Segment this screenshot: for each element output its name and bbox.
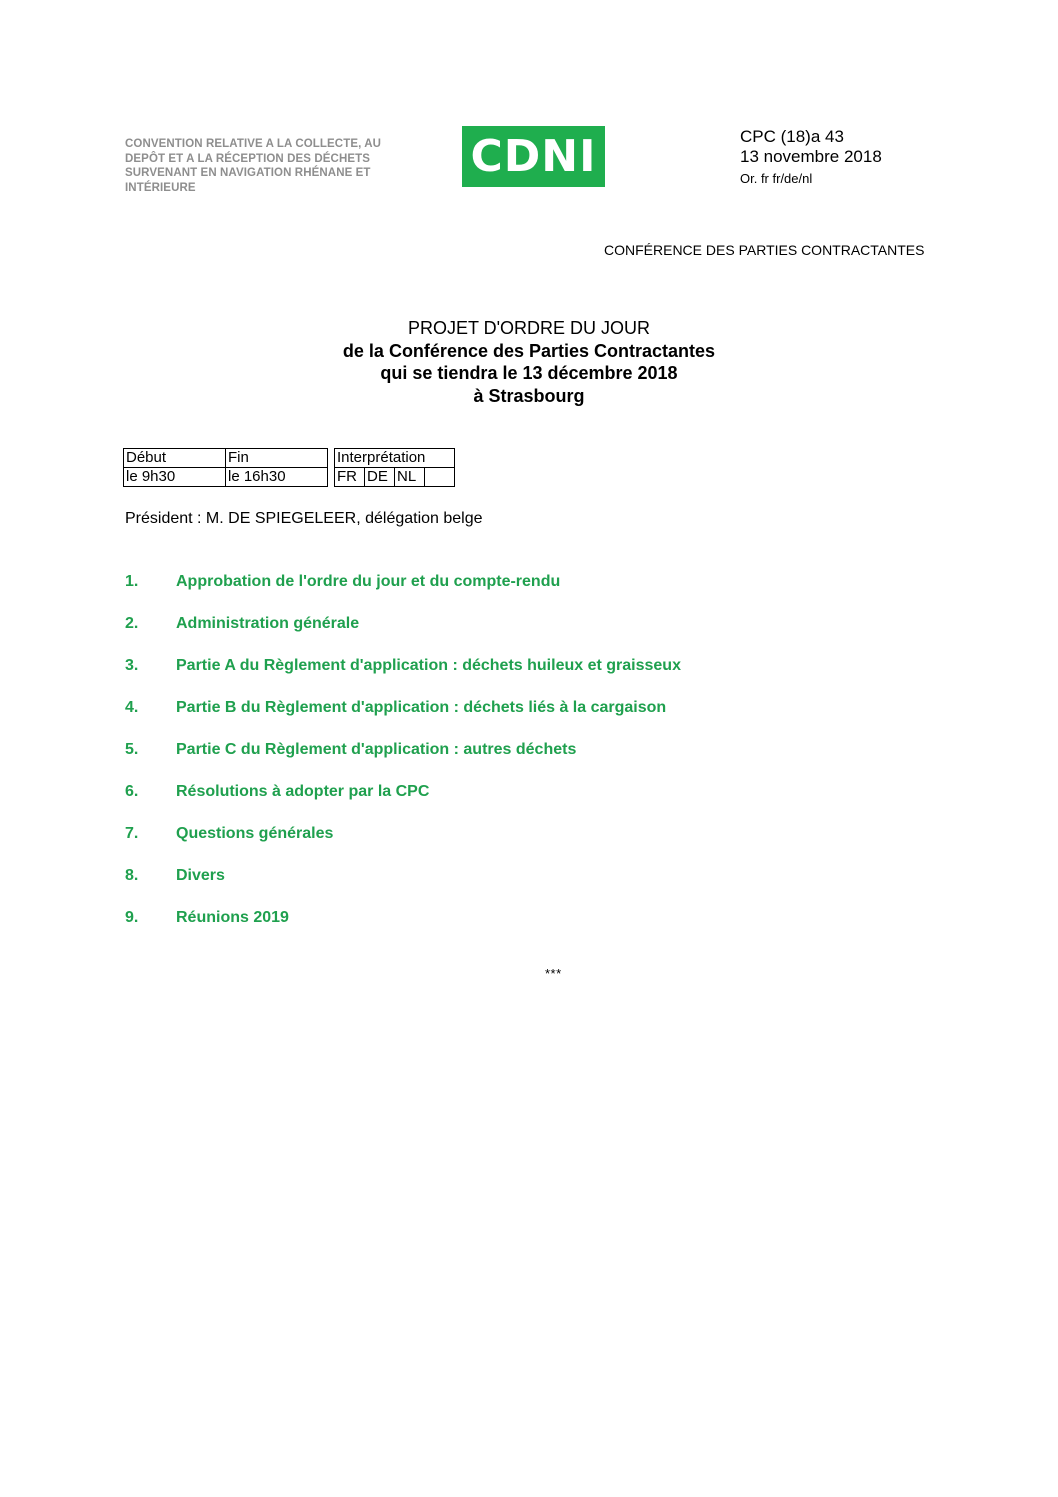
convention-line: DEPÔT ET A LA RÉCEPTION DES DÉCHETS — [125, 152, 371, 165]
agenda-item-text: Partie A du Règlement d'application : déchets huileux et graisseux — [176, 657, 681, 674]
agenda-item — [125, 613, 681, 655]
convention-line: SURVENANT EN NAVIGATION RHÉNANE ET — [125, 167, 371, 179]
agenda-item-text: Divers — [176, 867, 225, 884]
agenda-item — [125, 571, 681, 613]
schedule-table — [123, 448, 328, 487]
end-time: le 16h30 — [226, 468, 328, 487]
agenda-item-text: Partie B du Règlement d'application : déchets liés à la cargaison — [176, 699, 667, 716]
agenda-item — [125, 865, 681, 907]
title-line-1: PROJET D'ORDRE DU JOUR — [407, 318, 651, 338]
start-time: le 9h30 — [124, 468, 226, 487]
language-cell: FR — [335, 468, 365, 487]
table-row — [335, 468, 455, 487]
president-line: Président : M. DE SPIEGELEER, délégation belge — [125, 510, 483, 527]
convention-line: CONVENTION RELATIVE A LA COLLECTE, AU — [125, 138, 382, 150]
agenda-item-number: 1. — [125, 573, 139, 590]
table-row — [124, 468, 328, 487]
agenda-item-number: 4. — [125, 699, 139, 716]
agenda-item-number: 8. — [125, 867, 139, 884]
agenda-item — [125, 781, 681, 823]
interpretation-header: Interprétation — [335, 449, 455, 468]
original-language: Or. fr fr/de/nl — [740, 171, 813, 186]
agenda-item-number: 5. — [125, 741, 139, 758]
agenda-item — [125, 655, 681, 697]
agenda-item — [125, 823, 681, 865]
title-line-2: de la Conférence des Parties Contractantes — [342, 340, 716, 361]
document-title — [0, 317, 1058, 407]
start-header: Début — [124, 449, 226, 468]
agenda-item-text: Résolutions à adopter par la CPC — [176, 783, 430, 800]
title-line-4: à Strasbourg — [473, 385, 585, 406]
agenda-item — [125, 697, 681, 739]
agenda-item-number: 3. — [125, 657, 139, 674]
agenda-item-number: 7. — [125, 825, 139, 842]
document-reference-block — [740, 127, 882, 189]
table-row — [124, 449, 328, 468]
convention-line: INTÉRIEURE — [125, 181, 196, 194]
document-reference: CPC (18)a 43 — [740, 127, 844, 146]
agenda-item-text: Partie C du Règlement d'application : autres déchets — [176, 741, 577, 758]
agenda-item-text: Questions générales — [176, 825, 334, 842]
document-date: 13 novembre 2018 — [740, 147, 882, 166]
agenda-item-text: Approbation de l'ordre du jour et du compte-rendu — [176, 573, 561, 590]
language-cell — [425, 468, 455, 487]
cdni-logo — [462, 126, 605, 187]
convention-title — [125, 137, 415, 195]
agenda-item-text: Administration générale — [176, 615, 360, 632]
agenda-item-number: 6. — [125, 783, 139, 800]
end-header: Fin — [226, 449, 328, 468]
closing-stars: *** — [545, 966, 562, 981]
agenda-item-number: 9. — [125, 909, 139, 926]
agenda-item-number: 2. — [125, 615, 139, 632]
title-line-3: qui se tiendra le 13 décembre 2018 — [380, 363, 678, 383]
agenda-list — [125, 571, 681, 949]
language-cell: DE — [365, 468, 395, 487]
agenda-item — [125, 739, 681, 781]
logo-text: CDNI — [470, 131, 597, 182]
conference-heading: CONFÉRENCE DES PARTIES CONTRACTANTES — [604, 242, 925, 258]
language-cell: NL — [395, 468, 425, 487]
agenda-item-text: Réunions 2019 — [176, 909, 289, 926]
interpretation-table — [334, 448, 455, 487]
table-row — [335, 449, 455, 468]
agenda-item — [125, 907, 681, 949]
